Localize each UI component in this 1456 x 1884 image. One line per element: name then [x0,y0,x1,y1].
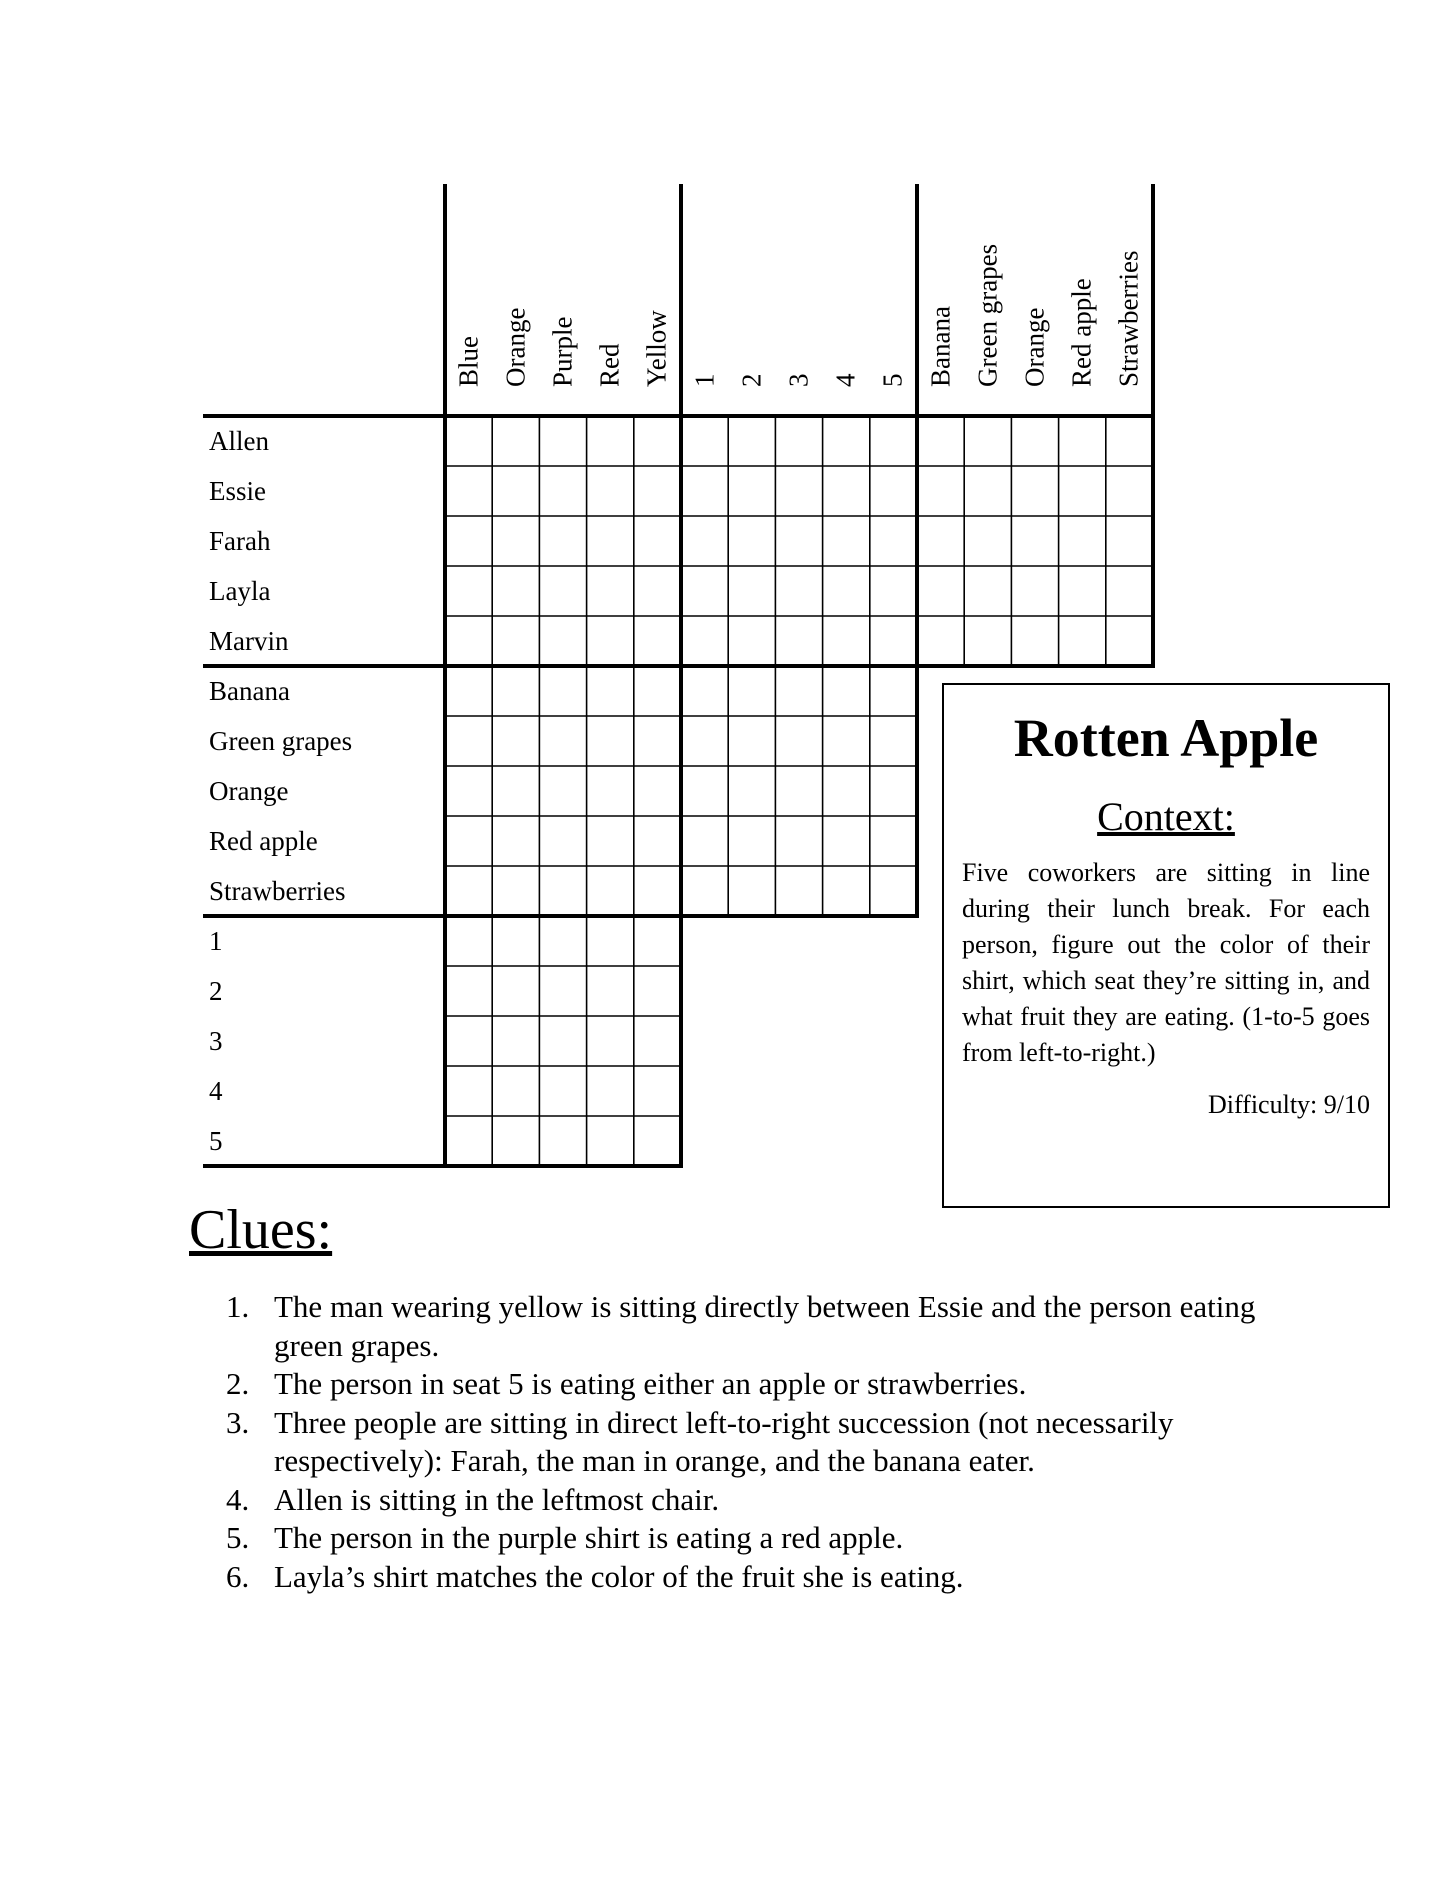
puzzle-title: Rotten Apple [1013,708,1319,768]
row-label: Orange [209,776,289,806]
row-label: 5 [209,1126,223,1156]
column-label [1011,194,1058,414]
column-label-text: Banana [925,306,955,387]
clue-item [226,1288,1276,1365]
puzzle-info-box [942,683,1390,1208]
column-label [1059,194,1106,414]
column-label [823,194,870,414]
row-label: Red apple [209,826,318,856]
column-label-text: Red apple [1066,278,1097,387]
column-label-text: Strawberries [1113,250,1144,387]
clues-list [226,1288,1276,1596]
column-label-text: Yellow [641,310,672,387]
column-label [775,194,822,414]
clue-item [226,1519,1276,1558]
clue-text: The person in seat 5 is eating either an apple or strawberries. [274,1366,1027,1401]
clues-heading: Clues: [189,1199,333,1261]
clue-number: 1. [226,1289,250,1324]
clue-text: The man wearing yellow is sitting directly between Essie and the person eating green grapes. [274,1289,1256,1363]
column-label [964,194,1011,414]
column-label [681,194,728,414]
column-label-text: Green grapes [972,243,1003,387]
row-label: Essie [209,476,266,506]
column-label-text: Orange [1019,307,1050,387]
column-label-text: 3 [783,373,814,387]
clue-text: Three people are sitting in direct left-to-right succession (not necessarily respectively): Farah, the man in orange, and the banana eater. [274,1404,1174,1478]
column-label [445,194,492,414]
column-label-text: Red [594,343,625,387]
clue-text: Layla’s shirt matches the color of the fruit she is eating. [274,1558,964,1594]
clue-number: 2. [226,1366,250,1401]
clue-text: The person in the purple shirt is eating a red apple. [274,1520,904,1555]
row-label: Strawberries [209,876,346,906]
clue-item [226,1404,1276,1481]
clue-item [226,1365,1276,1404]
clue-number: 3. [226,1404,250,1440]
clue-number: 4. [226,1481,250,1517]
column-label [870,194,917,414]
row-label: Marvin [209,626,289,656]
column-label-text: 4 [830,373,861,387]
column-label [539,194,586,414]
context-text: Five coworkers are sitting in line during their lunch break. For each person, figure out the color of their shirt, which seat they’re sitting in, and what fruit they are eating. (1-to-5 goes from left-to-right.) [962,858,1370,1067]
column-label-text: 5 [877,373,908,387]
clue-number: 5. [226,1520,250,1555]
column-label [917,194,964,414]
row-label: 2 [209,976,223,1006]
column-label [634,194,681,414]
difficulty-label: Difficulty: 9/10 [1207,1090,1370,1119]
column-label [492,194,539,414]
row-label: Farah [209,526,271,556]
row-label: Layla [209,576,271,606]
row-label: Allen [209,426,269,456]
context-heading: Context: [1097,794,1235,839]
column-label-text: Blue [453,336,483,387]
column-label-text: Orange [500,307,531,387]
column-label-text: 1 [689,373,719,387]
row-label: Banana [209,676,290,706]
row-label: 3 [209,1026,223,1056]
clue-text: Allen is sitting in the leftmost chair. [274,1481,720,1517]
column-label-text: 2 [736,373,767,387]
row-label: Green grapes [209,726,353,756]
row-label: 1 [209,926,223,956]
clue-number: 6. [226,1558,250,1594]
column-label-text: Purple [547,316,578,387]
clue-item [226,1481,1276,1520]
clue-item [226,1558,1276,1597]
column-label [728,194,775,414]
row-label: 4 [209,1076,223,1106]
column-label [1106,194,1153,414]
column-label [587,194,634,414]
